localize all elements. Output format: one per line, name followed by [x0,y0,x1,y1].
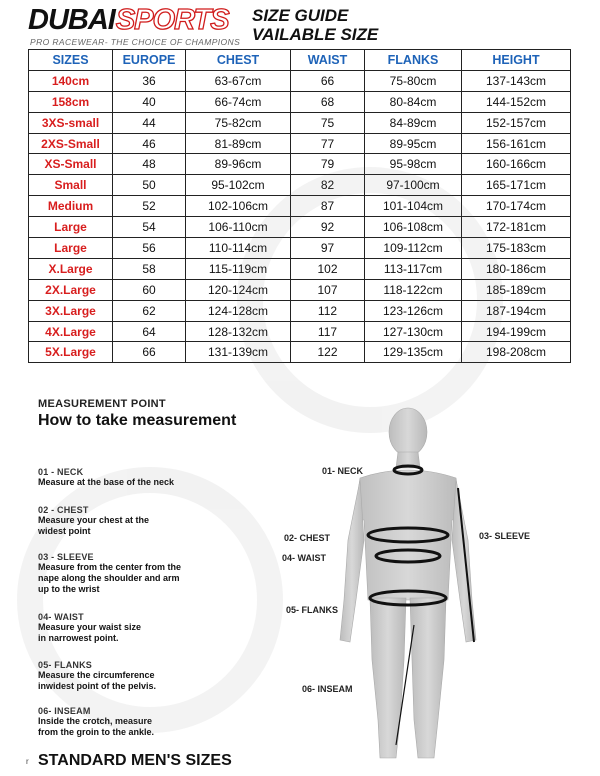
cell-height: 160-166cm [462,154,571,175]
cell-size: 2XS-Small [29,133,113,154]
cell-height: 170-174cm [462,196,571,217]
cell-height: 144-152cm [462,91,571,112]
cell-flanks: 118-122cm [365,279,462,300]
cell-europe: 56 [113,238,186,259]
cell-europe: 50 [113,175,186,196]
figure-label-chest: 02- CHEST [284,533,331,543]
cell-size: 3X.Large [29,300,113,321]
instruction-text: Inside the crotch, measure [38,716,153,726]
cell-europe: 54 [113,217,186,238]
cell-size: Medium [29,196,113,217]
instruction-title: 04- WAIST [38,612,84,622]
cell-europe: 36 [113,70,186,91]
instruction-text: widest point [38,526,91,536]
instruction-text: Measure at the base of the neck [38,477,175,487]
cell-size: 2X.Large [29,279,113,300]
cell-flanks: 95-98cm [365,154,462,175]
cell-waist: 107 [291,279,365,300]
cell-height: 194-199cm [462,321,571,342]
cell-chest: 63-67cm [186,70,291,91]
header-waist: WAIST [291,50,365,71]
cell-waist: 122 [291,342,365,363]
cell-flanks: 129-135cm [365,342,462,363]
cell-flanks: 113-117cm [365,258,462,279]
cell-flanks: 109-112cm [365,238,462,259]
cell-size: XS-Small [29,154,113,175]
cell-chest: 106-110cm [186,217,291,238]
instruction-text: Measure your waist size [38,622,142,632]
cell-height: 187-194cm [462,300,571,321]
cell-flanks: 80-84cm [365,91,462,112]
cell-height: 165-171cm [462,175,571,196]
cell-europe: 44 [113,112,186,133]
figure-label-inseam: 06- INSEAM [302,684,353,694]
cell-chest: 115-119cm [186,258,291,279]
cell-size: 5X.Large [29,342,113,363]
measurement-heading: How to take measurement [38,412,237,429]
title-line-2: VAILABLE SIZE [252,25,379,44]
cell-height: 180-186cm [462,258,571,279]
cell-height: 185-189cm [462,279,571,300]
cell-size: 158cm [29,91,113,112]
cell-chest: 89-96cm [186,154,291,175]
instruction-text: Measure your chest at the [38,515,150,525]
cell-chest: 81-89cm [186,133,291,154]
brand-tagline: PRO RACEWEAR- THE CHOICE OF CHAMPIONS [30,37,241,47]
human-silhouette [340,408,476,758]
instruction-text: from the groin to the ankle. [38,727,155,737]
cell-flanks: 101-104cm [365,196,462,217]
cell-flanks: 106-108cm [365,217,462,238]
cell-flanks: 127-130cm [365,321,462,342]
title-line-1: SIZE GUIDE [252,6,349,25]
cell-chest: 66-74cm [186,91,291,112]
footer-mark: r [26,757,29,766]
measurement-point-label: MEASUREMENT POINT [38,398,166,410]
cell-chest: 120-124cm [186,279,291,300]
cell-flanks: 123-126cm [365,300,462,321]
cell-chest: 124-128cm [186,300,291,321]
instruction-text: up to the wrist [38,584,100,594]
instruction-text: in narrowest point. [38,633,119,643]
instruction-title: 06- INSEAM [38,706,91,716]
cell-size: Large [29,238,113,259]
cell-europe: 52 [113,196,186,217]
cell-europe: 58 [113,258,186,279]
cell-europe: 46 [113,133,186,154]
cell-europe: 48 [113,154,186,175]
cell-height: 156-161cm [462,133,571,154]
brand-name-dark: DUBAI [28,4,115,36]
cell-height: 175-183cm [462,238,571,259]
header-europe: EUROPE [113,50,186,71]
instruction-title: 05- FLANKS [38,660,93,670]
figure-label-flanks: 05- FLANKS [286,605,339,615]
cell-waist: 112 [291,300,365,321]
footer-title: STANDARD MEN'S SIZES [38,752,232,769]
instruction-text: Measure the circumference [38,670,155,680]
cell-chest: 102-106cm [186,196,291,217]
cell-size: Small [29,175,113,196]
cell-waist: 87 [291,196,365,217]
cell-waist: 117 [291,321,365,342]
cell-waist: 77 [291,133,365,154]
cell-flanks: 97-100cm [365,175,462,196]
figure-label-neck: 01- NECK [322,466,364,476]
cell-height: 137-143cm [462,70,571,91]
cell-size: Large [29,217,113,238]
cell-size: 140cm [29,70,113,91]
cell-flanks: 84-89cm [365,112,462,133]
figure-label-waist: 04- WAIST [282,553,327,563]
cell-europe: 66 [113,342,186,363]
cell-chest: 131-139cm [186,342,291,363]
cell-height: 172-181cm [462,217,571,238]
brand-name-accent: SPORTS [115,4,229,36]
instruction-text: nape along the shoulder and arm [38,573,180,583]
instruction-title: 01 - NECK [38,467,84,477]
instruction-title: 03 - SLEEVE [38,552,94,562]
instruction-text: Measure from the center from the [38,562,182,572]
cell-europe: 64 [113,321,186,342]
cell-flanks: 89-95cm [365,133,462,154]
cell-chest: 75-82cm [186,112,291,133]
cell-height: 152-157cm [462,112,571,133]
cell-flanks: 75-80cm [365,70,462,91]
cell-waist: 79 [291,154,365,175]
figure-label-sleeve: 03- SLEEVE [479,531,531,541]
header-chest: CHEST [186,50,291,71]
cell-waist: 66 [291,70,365,91]
header-flanks: FLANKS [365,50,462,71]
instruction-title: 02 - CHEST [38,505,89,515]
cell-waist: 75 [291,112,365,133]
cell-chest: 128-132cm [186,321,291,342]
cell-europe: 60 [113,279,186,300]
cell-height: 198-208cm [462,342,571,363]
cell-size: X.Large [29,258,113,279]
cell-chest: 95-102cm [186,175,291,196]
cell-size: 3XS-small [29,112,113,133]
cell-size: 4X.Large [29,321,113,342]
instruction-text: inwidest point of the pelvis. [38,681,157,691]
header-height: HEIGHT [462,50,571,71]
cell-waist: 97 [291,238,365,259]
cell-waist: 102 [291,258,365,279]
cell-waist: 82 [291,175,365,196]
header-sizes: SIZES [29,50,113,71]
cell-europe: 62 [113,300,186,321]
cell-chest: 110-114cm [186,238,291,259]
cell-waist: 68 [291,91,365,112]
cell-waist: 92 [291,217,365,238]
cell-europe: 40 [113,91,186,112]
